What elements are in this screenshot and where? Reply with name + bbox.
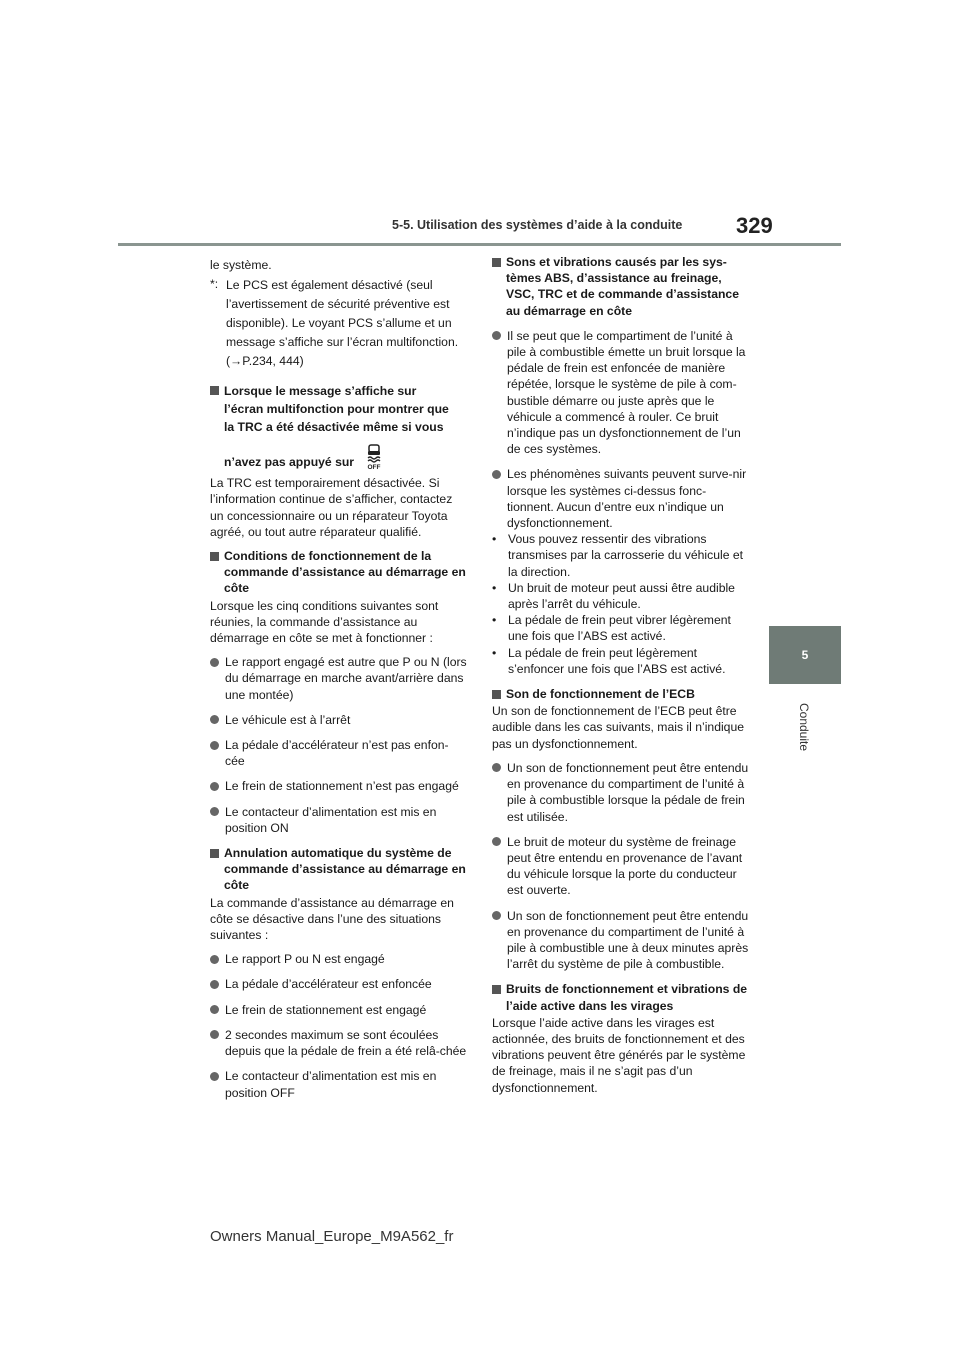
bullet-dot: [492, 331, 501, 340]
bullet-dot: [210, 807, 219, 816]
traction-off-icon: [363, 444, 385, 470]
list-item-text: Le rapport engagé est autre que P ou N (lors du démarrage en marche avant/arrière dans une montée): [225, 655, 467, 702]
footnote-text: [226, 276, 458, 371]
intro-text: le système.: [210, 258, 272, 272]
sub-item-text: Vous pouvez ressentir des vibrations transmises par la carrosserie du véhicule et la direction.: [508, 532, 744, 579]
section-body: La commande d’assistance au démarrage en côte se désactive dans l’une des situations suivantes :: [210, 895, 454, 943]
heading-marker: [210, 849, 219, 858]
heading-line: n’avez pas appuyé sur: [224, 455, 355, 470]
sub-item-text: La pédale de frein peut vibrer légèrement une fois que l’ABS est activé.: [508, 613, 731, 644]
section-heading: [210, 382, 468, 471]
list-item: [492, 328, 750, 458]
heading-text: Annulation automatique du système de commande d’assistance au démarrage en côte: [224, 846, 466, 893]
list-item-text: Le véhicule est à l’arrêt: [225, 712, 351, 727]
footnote-line: Le PCS est également désactivé (seul: [226, 278, 433, 293]
footnote-line: disponible). Le voyant PCS s’allume et un: [226, 316, 452, 331]
list-item: [210, 976, 468, 992]
sub-item-text: La pédale de frein peut légèrement s’enfoncer une fois que l’ABS est activé.: [508, 645, 726, 676]
heading-marker: [492, 985, 501, 994]
right-column: [492, 254, 750, 1104]
heading-text: Conditions de fonctionnement de la commande d’assistance au démarrage en côte: [224, 549, 466, 596]
footnote-line: (→P.234, 444): [226, 354, 304, 369]
list-item: [492, 466, 750, 531]
bullet-dot: [210, 658, 219, 667]
page-number: 329: [736, 213, 773, 238]
list-item: [492, 760, 750, 825]
footnote-line: l’avertissement de sécurité préventive est: [226, 297, 450, 312]
list-item-text: 2 secondes maximum se sont écoulées depuis que la pédale de frein a été relâ-chée: [225, 1027, 467, 1059]
list-item: [492, 834, 750, 899]
section-heading: [492, 254, 750, 319]
heading-text: Sons et vibrations causés par les sys-tèmes ABS, d’assistance au freinage, VSC, TRC et de commande d’assistance au démarrage en côte: [506, 255, 739, 318]
list-item: [210, 712, 468, 728]
list-item-text: La pédale d’accélérateur n’est pas enfon-cée: [225, 738, 449, 769]
section-heading: [210, 845, 468, 894]
heading-line: Lorsque le message s’affiche sur: [224, 384, 417, 399]
sub-item: • Un bruit de moteur peut aussi être audible après l’arrêt du véhicule.: [492, 580, 750, 612]
list-item: [210, 1002, 468, 1018]
footnote: [210, 276, 468, 371]
list-item-text: Le frein de stationnement n’est pas engagé: [225, 779, 459, 794]
chapter-tab: [769, 626, 841, 684]
bullet-dot: [492, 763, 501, 772]
section-body: La TRC est temporairement désactivée. Si l’information continue de s’afficher, contactez un concessionnaire ou un réparateur Toyota agréé, ou tout autre réparateur qualifié.: [210, 476, 453, 539]
list-item-text: Le contacteur d’alimentation est mis en position ON: [225, 804, 437, 835]
list-item-text: Le frein de stationnement est engagé: [225, 1002, 427, 1017]
bullet-dot: [492, 470, 501, 479]
section-body: Lorsque les cinq conditions suivantes sont réunies, la commande d’assistance au démarrage en côte se met à fonctionner :: [210, 598, 439, 646]
list-item: [210, 1068, 468, 1100]
list-item-text: Le contacteur d’alimentation est mis en position OFF: [225, 1069, 437, 1100]
bullet-dot: [210, 1072, 219, 1081]
heading-text: Bruits de fonctionnement et vibrations de l’aide active dans les virages: [506, 982, 748, 1013]
section-heading: [492, 981, 750, 1013]
bullet-dot: [492, 837, 501, 846]
heading-text: Son de fonctionnement de l’ECB: [506, 687, 695, 702]
sub-item: • Vous pouvez ressentir des vibrations transmises par la carrosserie du véhicule et la direction.: [492, 531, 750, 580]
heading-line: l’écran multifonction pour montrer que: [224, 402, 449, 417]
list-item: [210, 737, 468, 769]
list-item-text: La pédale d’accélérateur est enfoncée: [225, 977, 432, 992]
list-item: [210, 778, 468, 794]
list-item: [210, 1027, 468, 1059]
heading-line: la TRC a été désactivée même si vous: [224, 420, 444, 435]
chapter-number: 5: [801, 648, 809, 662]
sub-item: • La pédale de frein peut légèrement s’enfoncer une fois que l’ABS est activé.: [492, 645, 750, 677]
section-body: Un son de fonctionnement de l’ECB peut être audible dans les cas suivants, mais il n’indique pas un dysfonctionnement.: [492, 704, 745, 751]
chapter-label: [774, 692, 834, 762]
list-item-text: Le rapport P ou N est engagé: [225, 952, 385, 967]
list-item: [492, 908, 750, 973]
bullet-dot: [492, 911, 501, 920]
left-column: [210, 257, 468, 1110]
bullet-dot: [210, 741, 219, 750]
heading-marker: [210, 386, 219, 395]
list-item-text: Un son de fonctionnement peut être entendu en provenance du compartiment de l’unité à pile à combustible une à deux minutes après l’arrêt du système de pile à combustible.: [507, 908, 749, 972]
document-footer: Owners Manual_Europe_M9A562_fr: [210, 1228, 454, 1245]
list-item-text: Le bruit de moteur du système de freinage peut être entendu en provenance de l’avant du véhicule lorsque la porte du conducteur est ouverte.: [507, 834, 743, 898]
list-item: [210, 951, 468, 967]
list-item: [210, 804, 468, 836]
bullet-dot: [210, 1030, 219, 1039]
list-item-text: Il se peut que le compartiment de l’unité à pile à combustible émette un bruit lorsque la pédale de frein est enfoncée de manière répétée, lorsque le système de pile à com-bustible démarre ou juste après que le véhicule a commencé à rouler. Ce bruit n’indique pas un dysfonctionnement de l’un de ces systèmes.: [507, 328, 746, 457]
section-body: Lorsque l’aide active dans les virages est actionnée, des bruits de fonctionnement et des vibrations peuvent être générés par le système de freinage, mais il ne s’agit pas d’un dysfonctionnement.: [492, 1015, 746, 1095]
list-item-text: Un son de fonctionnement peut être entendu en provenance du compartiment de l’unité à pile à combustible lorsque la pédale de frein est utilisée.: [507, 760, 749, 824]
list-item-text: Les phénomènes suivants peuvent surve-nir lorsque les systèmes ci-dessus fonc-tionnent. Aucun d’entre eux n’indique un dysfonctionnement.: [507, 467, 747, 531]
bullet-dot: [210, 980, 219, 989]
sub-item: • La pédale de frein peut vibrer légèrement une fois que l’ABS est activé.: [492, 612, 750, 644]
bullet-dot: [210, 955, 219, 964]
heading-marker: [210, 552, 219, 561]
header-divider: [118, 243, 841, 246]
bullet-dot: [210, 782, 219, 791]
traction-off-icon-text: OFF: [367, 464, 381, 471]
heading-marker: [492, 690, 501, 699]
heading-marker: [492, 258, 501, 267]
footnote-mark: *:: [210, 277, 219, 292]
bullet-dot: [210, 715, 219, 724]
bullet-dot: [210, 1005, 219, 1014]
chapter-label-text: Conduite: [796, 702, 811, 752]
section-heading: [492, 686, 750, 702]
list-item: [210, 654, 468, 703]
section-header-title: 5-5. Utilisation des systèmes d’aide à la conduite: [392, 218, 683, 232]
footnote-line: message s’affiche sur l’écran multifonction.: [226, 335, 459, 350]
sub-item-text: Un bruit de moteur peut aussi être audible après l’arrêt du véhicule.: [508, 580, 735, 612]
section-heading: [210, 548, 468, 597]
